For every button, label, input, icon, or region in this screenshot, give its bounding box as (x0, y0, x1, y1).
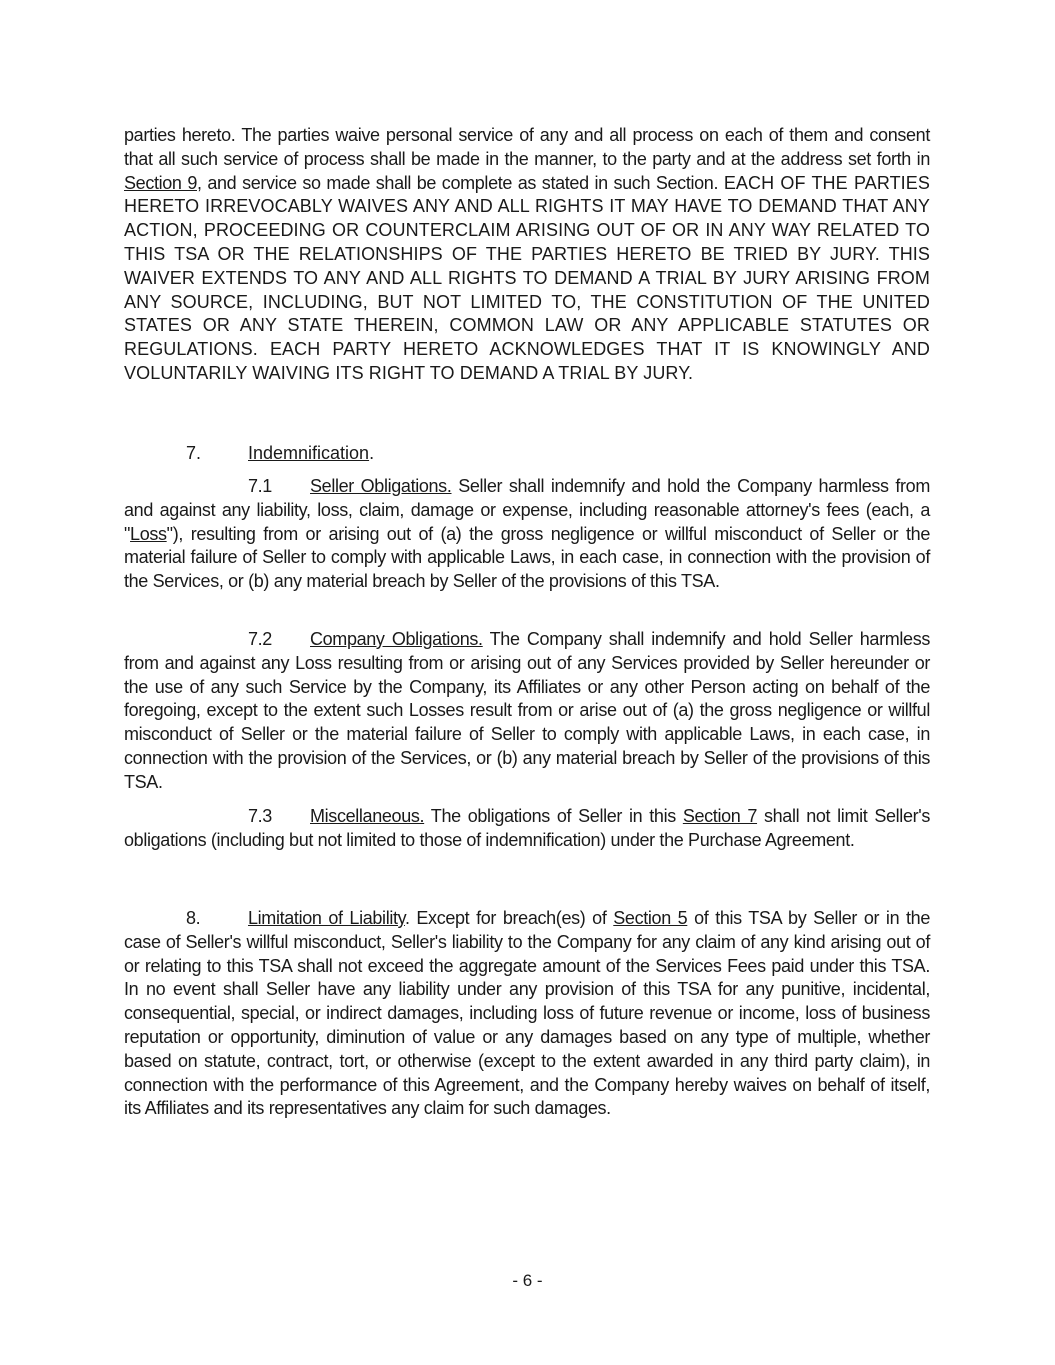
section-8-title: Limitation of Liability (248, 908, 405, 928)
section-7-1-text-2: "), resulting from or arising out of (a) the gross negligence or willful misconduct of Seller or the material failure of Seller to comply with applicable Laws, in each case, in connection with the provision of the Services, or (b) any material breach by Seller of the provisions of this TSA. (124, 523, 930, 592)
section-7-1-number: 7.1 (248, 476, 272, 496)
loss-defined-term: Loss (130, 523, 167, 544)
intro-paragraph (124, 124, 930, 386)
jury-waiver-text: EACH OF THE PARTIES HERETO IRREVOCABLY WAIVES ANY AND ALL RIGHTS IT MAY HAVE TO DEMAND THAT ANY ACTION, PROCEEDING OR COUNTERCLAIM ARISING OUT OF OR IN ANY WAY RELATED TO THIS TSA OR THE RELATIONSHIPS OF THE PARTIES HERETO BE TRIED BY JURY. THIS WAIVER EXTENDS TO ANY AND ALL RIGHTS TO DEMAND A TRIAL BY JURY ARISING FROM ANY SOURCE, INCLUDING, BUT NOT LIMITED TO, THE CONSTITUTION OF THE UNITED STATES OR ANY STATE THEREIN, COMMON LAW OR ANY APPLICABLE STATUTES OR REGULATIONS. EACH PARTY HERETO ACKNOWLEDGES THAT IT IS KNOWINGLY AND VOLUNTARILY WAIVING ITS RIGHT TO DEMAND A TRIAL BY JURY. (124, 172, 930, 383)
section-7-title-suffix: . (369, 443, 375, 463)
section-7-number: 7. (186, 443, 202, 463)
section-7-3-text-1: The obligations of Seller in this (424, 806, 683, 826)
section-8-text-2: of this TSA by Seller or in the case of Seller's willful misconduct, Seller's liability to the Company for any claim of any kind arising out of or relating to this TSA shall not exceed the aggregate amount of the Services Fees paid under this TSA. In no event shall Seller have any liability under any provision of this TSA for any punitive, incidental, consequential, special, or indirect damages, including loss of future revenue or income, loss of business reputation or opportunity, diminution of value or any damages based on any type of multiple, whether based on statute, contract, tort, or otherwise (except to the extent awarded in any third party claim), in connection with the performance of this Agreement, and the Company hereby waives on behalf of itself, its Affiliates and its representatives any claim for such damages. (124, 908, 930, 1119)
section-5-reference: Section 5 (613, 908, 688, 928)
section-7-1-heading: Seller Obligations. (310, 476, 452, 496)
intro-text-1: parties hereto. The parties waive personal service of any and all process on each of them and consent that all such service of process shall be made in the manner, to the party and at the address set forth in (124, 125, 930, 169)
section-8-paragraph (124, 907, 930, 1121)
section-8-text-1: . Except for breach(es) of (404, 908, 614, 928)
section-7-2-paragraph (124, 628, 930, 795)
section-7-3-number: 7.3 (248, 806, 272, 826)
section-7-2-text: The Company shall indemnify and hold Seller harmless from and against any Loss resulting from or arising out of any Services provided by Seller hereunder or the use of any such Service by the Company, its Affiliates or any other Person acting on behalf of the foregoing, except to the extent such Losses result from or arise out of (a) the gross negligence or willful misconduct of Seller or the material failure of Seller to comply with applicable Laws, in each case, in connection with the provision of the Services, or (b) any material breach by Seller of the provisions of this TSA. (124, 629, 930, 792)
section-7-3-text-2: shall not limit Seller's obligations (including but not limited to those of indemnification) under the Purchase Agreement. (124, 806, 930, 850)
section-7-3-heading: Miscellaneous. (310, 806, 425, 826)
section-7-2-heading: Company Obligations. (310, 629, 483, 649)
section-7-3-paragraph (124, 805, 930, 853)
section-8-number: 8. (186, 908, 201, 928)
section-7-title: Indemnification (248, 443, 370, 463)
section-9-reference: Section 9 (124, 172, 197, 193)
section-7-2-number: 7.2 (248, 629, 272, 649)
page-number: - 6 - (512, 1271, 543, 1290)
section-7-heading (248, 441, 374, 465)
section-7-1-paragraph (124, 475, 930, 594)
section-7-reference: Section 7 (682, 806, 758, 826)
section-7-1-text-1: Seller shall indemnify and hold the Company harmless from and against any liability, loss, claim, damage or expense, including reasonable attorney's fees (each, a " (124, 476, 930, 544)
intro-text-2: , and service so made shall be complete as stated in such Section. (196, 172, 724, 193)
